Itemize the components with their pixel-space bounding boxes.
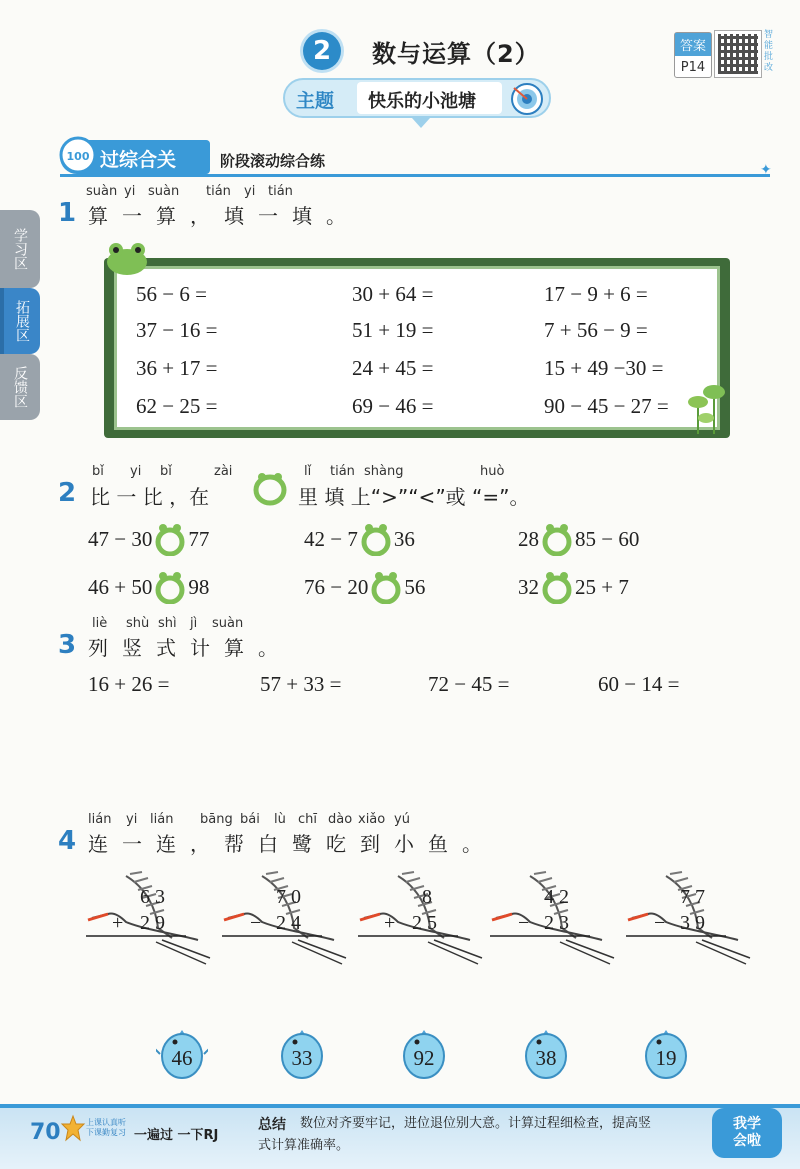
q1-pinyin-2: yi <box>124 184 136 199</box>
theme-label: 主题 <box>296 90 335 112</box>
q1-pinyin-3: suàn <box>148 184 180 199</box>
q2-compare-r1c1 <box>88 522 209 556</box>
theme-text: 快乐的小池塘 <box>368 91 476 112</box>
q1-eq-r4c3: 90 − 45 − 27 = <box>544 394 669 418</box>
q2-compare-r2c2 <box>304 570 425 604</box>
footer-brand: 一遍过 一下RJ <box>134 1128 219 1143</box>
q2-right: 85 − 60 <box>575 526 640 551</box>
frog-ring-answer[interactable] <box>154 522 186 556</box>
q4-pinyin-7: chī <box>298 812 317 827</box>
crane-3-op: + <box>384 912 396 934</box>
q1-eq-r2c1: 37 − 16 = <box>136 318 218 342</box>
badge-line-1: 我学 <box>733 1116 761 1132</box>
section-subtitle: 阶段滚动综合练 <box>220 152 326 170</box>
frog-ring-answer[interactable] <box>541 570 573 604</box>
answer-page: P14 <box>680 60 706 75</box>
q2-pinyin-4: zài <box>214 464 233 479</box>
crane-4-op: − <box>518 912 530 934</box>
crane-1-top: 6 3 <box>140 886 165 908</box>
q1-eq-r1c1: 56 − 6 = <box>136 282 207 306</box>
section-title: 过综合关 <box>100 149 177 171</box>
q2-compare-r1c2 <box>304 522 415 556</box>
crane-5-op: − <box>654 912 666 934</box>
section-divider <box>60 174 770 177</box>
crane-5-top: 7 7 <box>680 886 705 908</box>
frog-ring-answer[interactable] <box>541 522 573 556</box>
i-learned-badge[interactable] <box>712 1108 782 1158</box>
q1-instruction: 算一算，填一填。 <box>88 204 360 228</box>
q1-eq-r3c3: 15 + 49 −30 = <box>544 356 664 380</box>
q3-pinyin-1: liè <box>92 616 108 631</box>
crane-2-bottom: 2 4 <box>276 912 301 934</box>
crane-1-op: + <box>112 912 124 934</box>
unit-title: 数与运算（2） <box>372 40 540 68</box>
q2-compare-r2c1 <box>88 570 209 604</box>
q4-pinyin-3: lián <box>150 812 174 827</box>
frog-ring-answer[interactable] <box>370 570 402 604</box>
q2-right: 98 <box>188 574 210 599</box>
q2-right: 56 <box>404 574 426 599</box>
q1-eq-r1c3: 17 − 9 + 6 = <box>544 282 648 306</box>
q2-right: 77 <box>188 526 210 551</box>
q1-pinyin-1: suàn <box>86 184 118 199</box>
q1-eq-r4c1: 62 − 25 = <box>136 394 218 418</box>
q4-pinyin-1: lián <box>88 812 112 827</box>
q4-pinyin-4: bāng <box>200 812 233 827</box>
q4-pinyin-10: yú <box>394 812 410 827</box>
badge-100-icon <box>58 135 98 175</box>
crane-1-bottom: 2 9 <box>140 912 165 934</box>
q1-pinyin-6: tián <box>268 184 293 199</box>
footer-tiny-text: 上课认真听 下课勤复习 <box>86 1118 126 1137</box>
q3-item-1: 16 + 26 = <box>88 672 170 696</box>
q2-right: 36 <box>393 526 415 551</box>
q3-item-2: 57 + 33 = <box>260 672 342 696</box>
q3-pinyin-5: suàn <box>212 616 244 631</box>
q4-pinyin-8: dào <box>328 812 353 827</box>
qr-side-text: 智能批改 <box>764 30 774 73</box>
q1-eq-r3c2: 24 + 45 = <box>352 356 434 380</box>
q3-item-4: 60 − 14 = <box>598 672 680 696</box>
page-number: 70 <box>30 1120 61 1145</box>
q3-pinyin-4: jì <box>190 616 198 631</box>
crane-2-top: 7 0 <box>276 886 301 908</box>
fish-5-value: 19 <box>655 1046 677 1070</box>
fish-4-value: 38 <box>535 1046 557 1070</box>
side-tab-extend[interactable]: 拓展区 <box>0 288 40 354</box>
q2-left: 28 <box>518 526 539 551</box>
footer-divider <box>0 1104 800 1108</box>
q3-instruction: 列竖式计算。 <box>88 636 292 660</box>
q2-left: 47 − 30 <box>88 526 153 551</box>
q2-right: 25 + 7 <box>575 574 629 599</box>
theme-arrow <box>412 118 430 128</box>
q2-left: 76 − 20 <box>304 574 369 599</box>
q3-number: 3 <box>58 630 77 660</box>
q3-pinyin-3: shì <box>158 616 177 631</box>
q4-pinyin-2: yi <box>126 812 138 827</box>
q2-pinyin-6: tián <box>330 464 355 479</box>
q1-eq-r2c3: 7 + 56 − 9 = <box>544 318 648 342</box>
summary-line-2: 式计算准确率。 <box>258 1138 350 1153</box>
frog-ring-answer[interactable] <box>360 522 392 556</box>
q1-number: 1 <box>58 198 77 228</box>
crane-2-op: − <box>250 912 262 934</box>
q2-pinyin-7: shàng <box>364 464 404 479</box>
q1-pinyin-4: tián <box>206 184 231 199</box>
fish-1-value: 46 <box>171 1046 193 1070</box>
q4-instruction: 连一连，帮白鹭吃到小鱼。 <box>88 832 496 856</box>
q1-eq-r2c2: 51 + 19 = <box>352 318 434 342</box>
mascot-icon <box>60 1114 86 1144</box>
unit-number-badge: 2 <box>303 32 341 70</box>
star-icon: ✦ <box>760 162 772 178</box>
q2-instruction-a: 比 一 比 ，在 <box>90 485 210 509</box>
q2-left: 42 − 7 <box>304 526 358 551</box>
side-tab-study[interactable]: 学习区 <box>0 210 40 288</box>
crane-4-bottom: 2 3 <box>544 912 569 934</box>
q4-pinyin-9: xiǎo <box>358 812 386 827</box>
q1-eq-r1c2: 30 + 64 = <box>352 282 434 306</box>
q3-pinyin-2: shù <box>126 616 150 631</box>
crane-3-top: 8 <box>412 886 432 908</box>
fish-3-value: 92 <box>413 1046 435 1070</box>
q2-compare-r2c3 <box>518 570 629 604</box>
frog-icon <box>104 240 150 276</box>
frog-ring-icon <box>252 470 288 506</box>
q4-number: 4 <box>58 826 77 856</box>
summary-label: 总结 <box>258 1117 286 1133</box>
svg-text:100: 100 <box>66 150 90 163</box>
qr-code-icon[interactable] <box>714 30 762 78</box>
frog-ring-answer[interactable] <box>154 570 186 604</box>
q3-item-3: 72 − 45 = <box>428 672 510 696</box>
q1-eq-r3c1: 36 + 17 = <box>136 356 218 380</box>
crane-4-top: 4 2 <box>544 886 569 908</box>
target-icon <box>510 82 544 116</box>
crane-3-bottom: 2 5 <box>412 912 437 934</box>
crane-5-bottom: 3 9 <box>680 912 705 934</box>
q4-pinyin-5: bái <box>240 812 260 827</box>
q2-left: 46 + 50 <box>88 574 153 599</box>
fish-2-value: 33 <box>291 1046 313 1070</box>
summary-line-1: 数位对齐要牢记，进位退位别大意。计算过程细检查，提高竖 <box>300 1116 652 1131</box>
q2-pinyin-2: yi <box>130 464 142 479</box>
q2-pinyin-1: bǐ <box>92 464 104 479</box>
q2-number: 2 <box>58 478 77 508</box>
answer-label: 答案 <box>675 33 711 56</box>
lotus-leaf-icon <box>684 384 728 434</box>
q1-eq-r4c2: 69 − 46 = <box>352 394 434 418</box>
q1-pinyin-5: yi <box>244 184 256 199</box>
side-tab-feedback[interactable]: 反馈区 <box>0 354 40 420</box>
q2-pinyin-3: bǐ <box>160 464 172 479</box>
q2-pinyin-5: lǐ <box>304 464 312 479</box>
q2-left: 32 <box>518 574 539 599</box>
q2-compare-r1c3 <box>518 522 639 556</box>
answer-box[interactable] <box>674 32 712 78</box>
q4-pinyin-6: lù <box>274 812 286 827</box>
q2-instruction-b: 里 填 上“>”“<”或 “=”。 <box>298 485 530 509</box>
q2-pinyin-8: huò <box>480 464 505 479</box>
badge-line-2: 会啦 <box>733 1133 761 1149</box>
